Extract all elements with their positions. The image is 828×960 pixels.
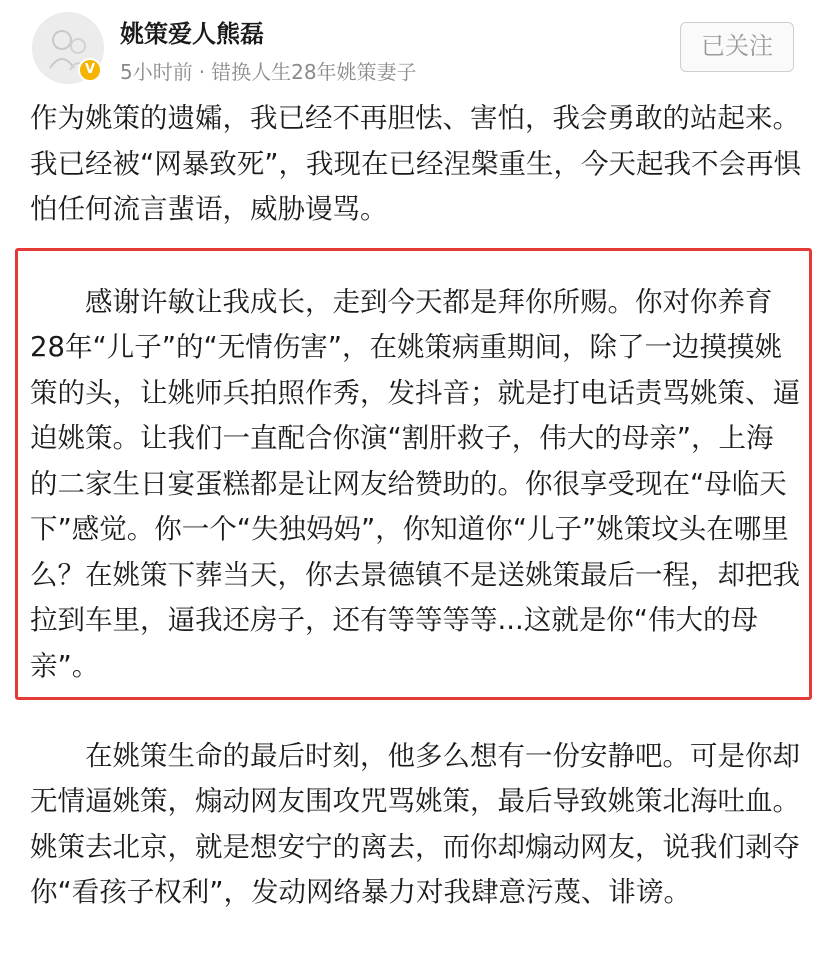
username[interactable]: 姚策爱人熊磊 [120, 20, 264, 48]
post-paragraph-1: 作为姚策的遗孀，我已经不再胆怯、害怕，我会勇敢的站起来。我已经被“网暴致死”，我现在已经涅槃重生，今天起我不会再惧怕任何流言蜚语，威胁谩骂。 [30, 102, 801, 225]
follow-button[interactable]: 已关注 [680, 22, 794, 72]
meta-separator: · [198, 60, 206, 84]
post-time: 5小时前 [120, 60, 193, 84]
post-content [30, 96, 806, 233]
verified-badge-icon: V [78, 58, 102, 82]
post-source[interactable]: 错换人生28年姚策妻子 [211, 60, 417, 84]
post-header [0, 0, 828, 96]
post-meta [120, 56, 417, 85]
post-paragraph-3: 在姚策生命的最后时刻，他多么想有一份安静吧。可是你却无情逼姚策，煽动网友围攻咒骂姚策，最后导致姚策北海吐血。姚策去北京，就是想安宁的离去，而你却煽动网友，说我们剥夺你“看孩子权利”，发动网络暴力对我肆意污蔑、诽谤。 [30, 739, 800, 908]
post-paragraph-2: 感谢许敏让我成长，走到今天都是拜你所赐。你对你养育28年“儿子”的“无情伤害”，在姚策病重期间，除了一边摸摸姚策的头，让姚师兵拍照作秀，发抖音；就是打电话责骂姚策、逼迫姚策。让我们一直配合你演“割肝救子，伟大的母亲”，上海的二家生日宴蛋糕都是让网友给赞助的。你很享受现在“母临天下”感觉。你一个“失独妈妈”，你知道你“儿子”姚策坟头在哪里么？在姚策下葬当天，你去景德镇不是送姚策最后一程，却把我拉到车里，逼我还房子，还有等等等等...这就是你“伟大的母亲”。 [30, 285, 800, 682]
